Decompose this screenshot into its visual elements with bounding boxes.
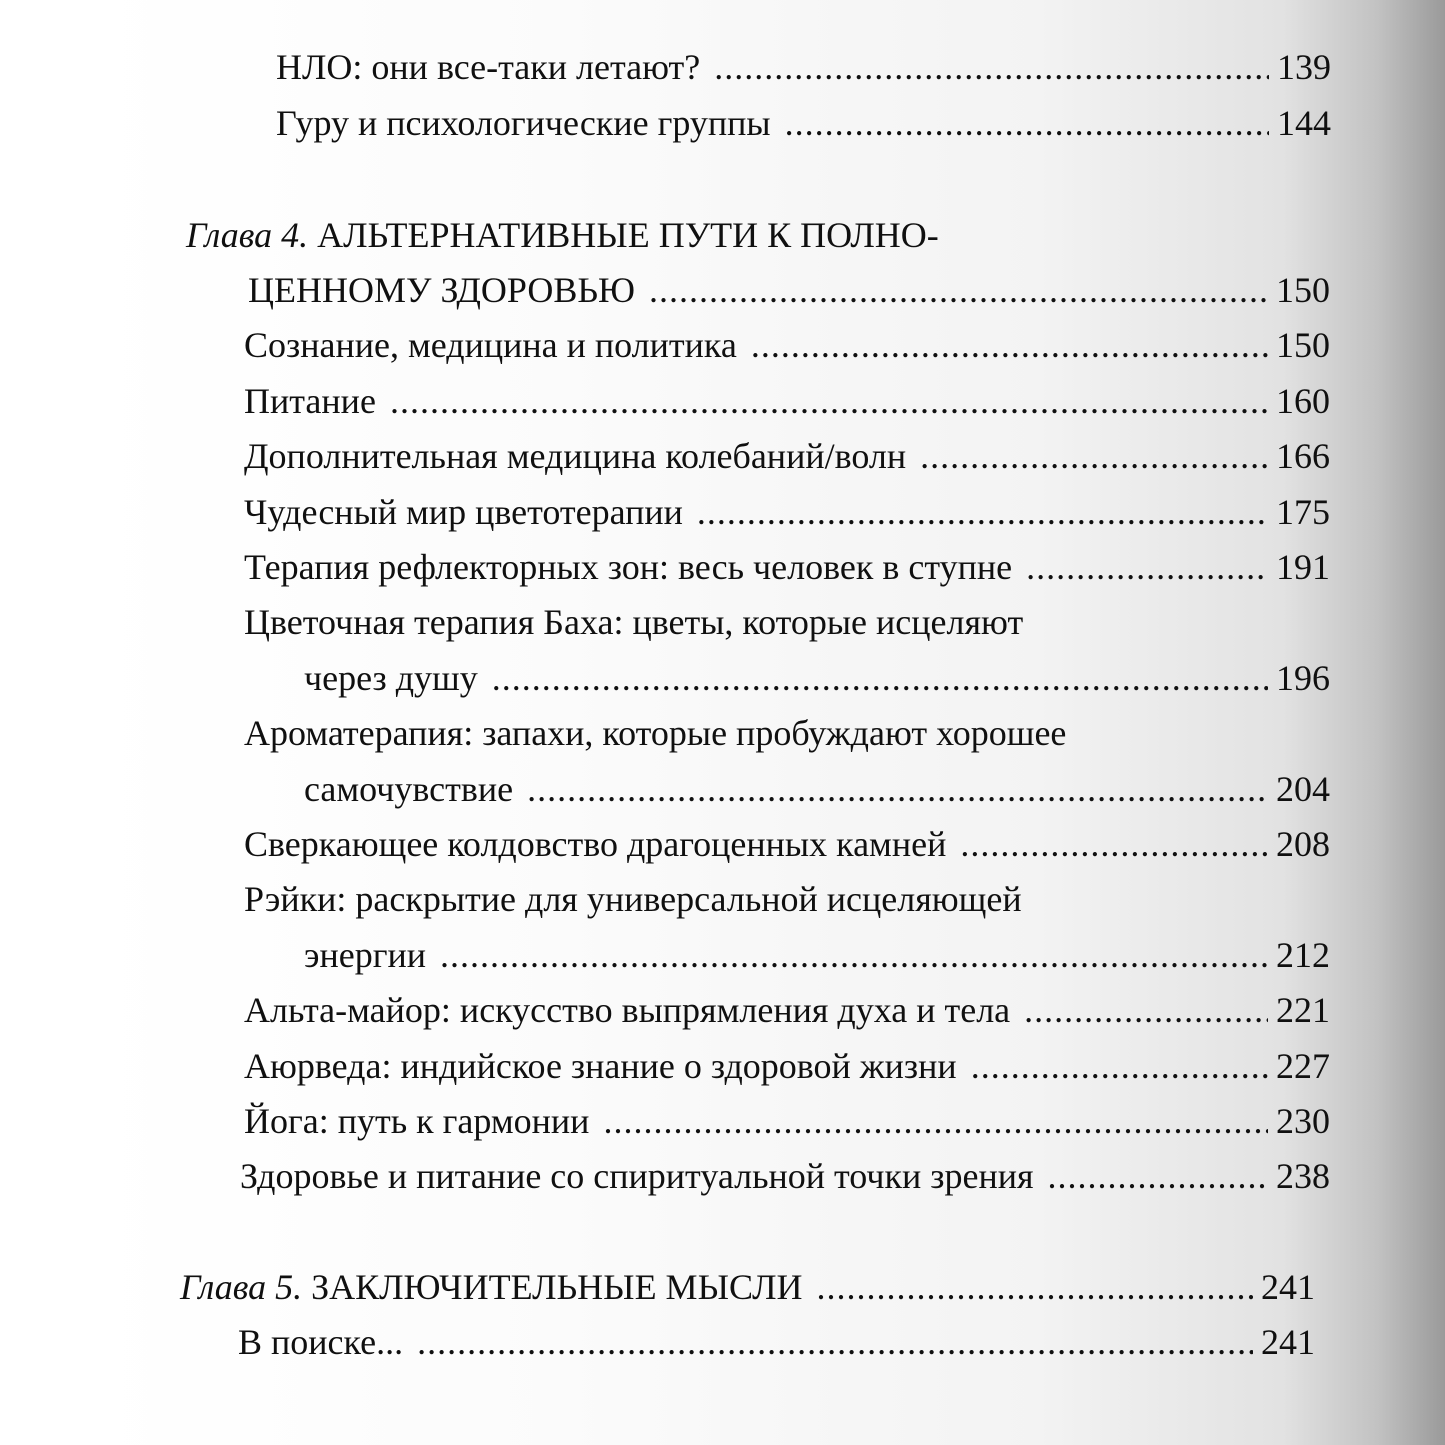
toc-entry — [304, 656, 1330, 700]
toc-entry-page: 204 — [1276, 769, 1330, 809]
toc-entry-page: 227 — [1276, 1046, 1330, 1086]
chapter-5-title-wrap — [180, 1265, 803, 1309]
toc-entry — [238, 1320, 1315, 1364]
dot-leader — [440, 933, 1268, 977]
dot-leader — [390, 379, 1268, 423]
chapter-5-title: ЗАКЛЮЧИТЕЛЬНЫЕ МЫСЛИ — [311, 1267, 803, 1307]
toc-entry — [244, 545, 1330, 589]
toc-entry — [244, 1044, 1330, 1088]
toc-entry-page: 238 — [1276, 1156, 1330, 1196]
toc-entry-page: 166 — [1276, 436, 1330, 476]
toc-entry-title: Йога: путь к гармонии — [244, 1101, 590, 1141]
toc-entry-page: 221 — [1276, 990, 1330, 1030]
chapter-4-title-part2: ЦЕННОМУ ЗДОРОВЬЮ — [248, 270, 636, 310]
dot-leader — [920, 434, 1268, 478]
toc-entry-title: Аюрведа: индийское знание о здоровой жизни — [244, 1046, 957, 1086]
toc-entry-page: 144 — [1277, 103, 1331, 143]
toc-entry — [244, 434, 1330, 478]
toc-entry-page: 230 — [1276, 1101, 1330, 1141]
chapter-4-heading-line2 — [248, 268, 1330, 312]
chapter-5-label: Глава 5. — [180, 1267, 303, 1307]
toc-entry-title: Альта-майор: искусство выпрямления духа и тела — [244, 990, 1011, 1030]
toc-entry-page: 212 — [1276, 935, 1330, 975]
dot-leader — [492, 656, 1268, 700]
chapter-5-heading — [180, 1265, 1315, 1309]
dot-leader — [603, 1099, 1268, 1143]
toc-entry-title: Дополнительная медицина колебаний/волн — [244, 436, 907, 476]
toc-entry — [304, 933, 1330, 977]
toc-entry-title: Питание — [244, 381, 376, 421]
toc-entry — [244, 323, 1330, 367]
dot-leader — [817, 1265, 1254, 1309]
toc-entry-title-line1: Цветочная терапия Баха: цветы, которые исцеляют — [244, 602, 1024, 642]
toc-entry-ufo — [276, 45, 1331, 89]
dot-leader — [960, 822, 1268, 866]
toc-entry-title: Чудесный мир цветотерапии — [244, 492, 683, 532]
toc-entry — [240, 1154, 1330, 1198]
toc-entry-page: 241 — [1261, 1322, 1315, 1362]
toc-entry-title: В поиске... — [238, 1322, 404, 1362]
dot-leader — [1048, 1154, 1268, 1198]
toc-entry-page: 175 — [1276, 492, 1330, 532]
toc-entry-title-line2: через душу — [304, 658, 478, 698]
dot-leader — [1024, 988, 1268, 1032]
dot-leader — [714, 45, 1269, 89]
chapter-4-label: Глава 4. — [186, 215, 309, 255]
toc-entry-title: Сверкающее колдовство драгоценных камней — [244, 824, 947, 864]
toc-entry-guru — [276, 101, 1331, 145]
toc-entry — [244, 1099, 1330, 1143]
chapter-4-page: 150 — [1276, 270, 1330, 310]
toc-entry-page: 196 — [1276, 658, 1330, 698]
dot-leader — [417, 1320, 1253, 1364]
dot-leader — [971, 1044, 1268, 1088]
toc-entry — [244, 379, 1330, 423]
toc-entry — [244, 822, 1330, 866]
dot-leader — [697, 490, 1268, 534]
toc-entry-page: 160 — [1276, 381, 1330, 421]
toc-entry-title-line1: Рэйки: раскрытие для универсальной исцеляющей — [244, 879, 1022, 919]
toc-entry-title: Терапия рефлекторных зон: весь человек в ступне — [244, 547, 1013, 587]
toc-entry — [244, 490, 1330, 534]
toc-entry — [244, 988, 1330, 1032]
toc-entry-title: Гуру и психологические группы — [276, 103, 771, 143]
toc-entry-title-line2: самочувствие — [304, 769, 514, 809]
toc-entry-page: 208 — [1276, 824, 1330, 864]
toc-entry-page: 150 — [1276, 325, 1330, 365]
toc-entry-page: 191 — [1276, 547, 1330, 587]
toc-entry-title: Здоровье и питание со спиритуальной точки зрения — [240, 1156, 1034, 1196]
dot-leader — [527, 767, 1268, 811]
dot-leader — [1026, 545, 1268, 589]
toc-entry-title: НЛО: они все-таки летают? — [276, 47, 701, 87]
toc-entry-page: 139 — [1277, 47, 1331, 87]
toc-entry-title-line1: Ароматерапия: запахи, которые пробуждают хорошее — [244, 713, 1067, 753]
dot-leader — [649, 268, 1268, 312]
chapter-4-heading-line1 — [186, 213, 939, 257]
toc-entry-title-line2: энергии — [304, 935, 426, 975]
toc-entry — [304, 767, 1330, 811]
dot-leader — [785, 101, 1269, 145]
chapter-5-page: 241 — [1261, 1267, 1315, 1307]
toc-entry-title: Сознание, медицина и политика — [244, 325, 737, 365]
dot-leader — [751, 323, 1268, 367]
chapter-4-title-part1: АЛЬТЕРНАТИВНЫЕ ПУТИ К ПОЛНО- — [317, 215, 939, 255]
